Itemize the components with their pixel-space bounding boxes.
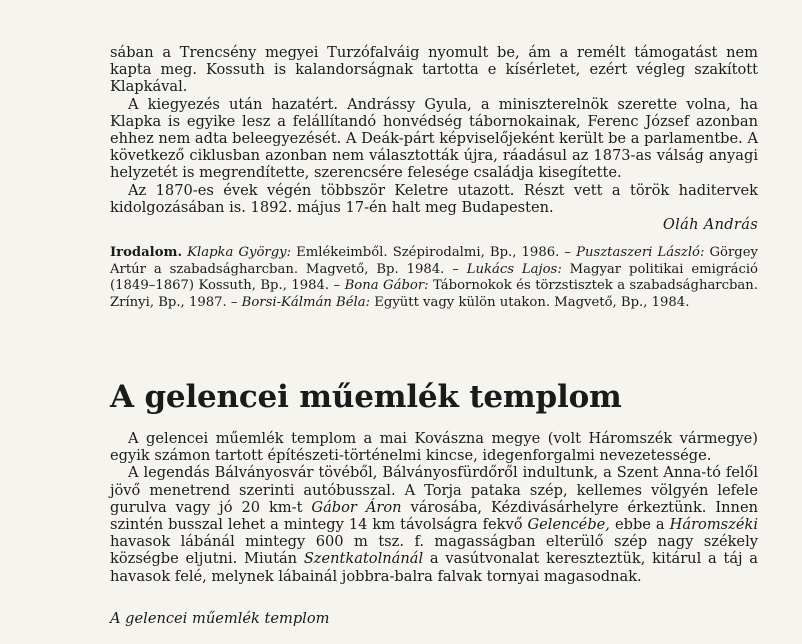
reference-text-1: Emlékeimből. Szépirodalmi, Bp., 1986. – (291, 245, 577, 261)
reference-text-2: Görgey Artúr a szabadságharcban. Magvető, Bp. 1984. – (110, 245, 758, 277)
article-p2-name-gelence: Gelencébe, (527, 516, 610, 534)
reference-author-2: Pusztaszeri László: (576, 245, 705, 261)
article-body (110, 430, 758, 585)
references-block (110, 245, 758, 311)
bio-paragraph-2: A kiegyezés után hazatért. Andrássy Gyula, a miniszterelnök szerette volna, ha Klapka is egyike lesz a felállítandó honvédség tábornokainak, Ferenc József azonban ehhez nem adta beleegyezését. A Deák-párt képviselőjeként került be a parlamentbe. A következő ciklusban azonban nem választották újra, ráadásul az 1873-as válság anyagi helyzetét is megrendítette, szerencsére felesége családja kisegítette. (110, 95, 758, 182)
article-p2-text-e: a vasútvonalat kereszteztük, kitárul a táj a havasok felé, melynek lábainál jobbra-balra falvak tornyai magasodnak. (110, 550, 759, 585)
article-p2-name-gabor-aron: Gábor Áron (311, 498, 402, 516)
reference-author-4: Bona Gábor: (344, 278, 429, 294)
article-p2-name-haromszeki: Háromszéki (669, 516, 758, 534)
reference-text-4: Tábornokok és törzstisztek a szabadságharcban. Zrínyi, Bp., 1987. – (110, 278, 758, 311)
article-p2-text-b: városába, Kézdivásárhelyre érkeztünk. Innen szintén busszal lehet a mintegy 14 km távolságra fekvő (110, 498, 758, 534)
reference-author-1: Klapka György: (187, 245, 292, 261)
article-p2-text-c: ebbe a (609, 516, 670, 534)
reference-author-5: Borsi-Kálmán Béla: (241, 295, 371, 311)
article-paragraph-2 (110, 464, 758, 584)
bio-paragraph-1: sában a Trencsény megyei Turzófalváig nyomult be, ám a remélt támogatást nem kapta meg. Kossuth is kalandorságnak tartotta e kísérletet, ezért végleg szakított Klapkával. (110, 44, 758, 96)
article-p2-text-a: A legendás Bálványosvár tövéből, Bálványosfürdőről indultunk, a Szent Anna-tó felől jövő menetrend szerinti autóbusszal. A Torja pataka szép, kellemes völgyén lefele gurulva vagy jó 20 km-t (110, 464, 758, 516)
author-signature: Oláh András (662, 216, 758, 234)
article-p2-name-szentkatolna: Szentkatolnánál (303, 550, 424, 568)
article-p2-text-d: havasok lábánál mintegy 600 m tsz. f. magasságban elterülő szép nagy székely községbe eljutni. Miután (110, 533, 758, 568)
reference-author-3: Lukács Lajos: (466, 261, 562, 277)
article-paragraph-1: A gelencei műemlék templom a mai Kovászna megye (volt Háromszék vármegye) egyik számon tartott építészeti-történelmi kincse, idegenforgalmi nevezetessége. (110, 430, 758, 465)
article-title: A gelencei műemlék templom (110, 379, 622, 415)
references-label: Irodalom. (110, 245, 183, 261)
reference-text-5: Együtt vagy külön utakon. Magvető, Bp., 1984. (370, 295, 690, 311)
bio-paragraph-3: Az 1870-es évek végén többször Keletre utazott. Részt vett a török haditervek kidolgozásában is. 1892. május 17-én halt meg Budapesten. (110, 181, 758, 216)
figure-caption: A gelencei műemlék templom (110, 610, 330, 627)
document-page (110, 44, 759, 627)
reference-text-3: Magyar politikai emigráció (1849–1867) Kossuth, Bp., 1984. – (110, 261, 758, 294)
